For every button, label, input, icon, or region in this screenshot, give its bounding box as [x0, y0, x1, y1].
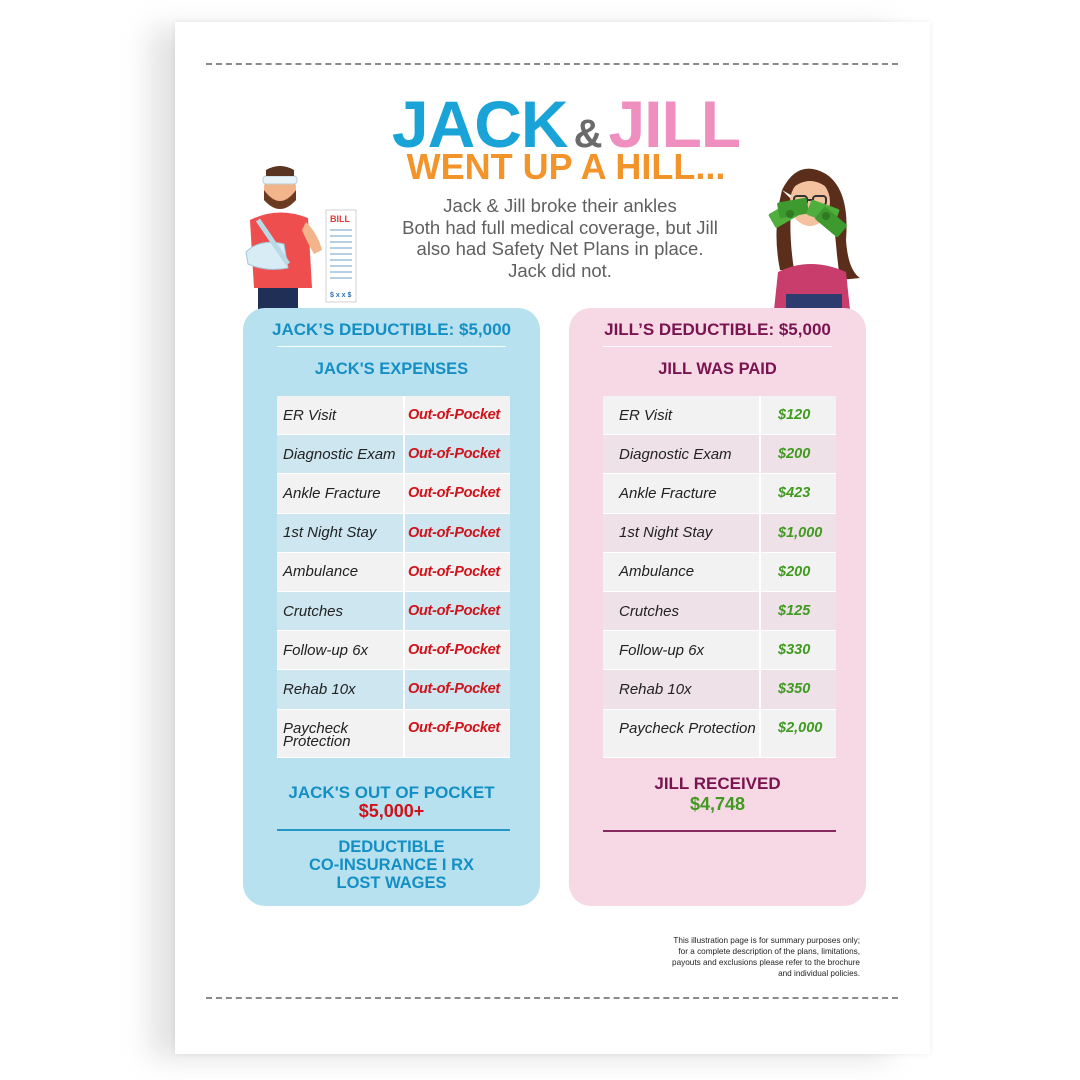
title-jack: JACK — [391, 87, 568, 161]
jill-deductible: JILL’S DEDUCTIBLE: $5,000 — [604, 320, 831, 339]
intro-line: also had Safety Net Plans in place. — [416, 238, 704, 259]
table-row — [277, 670, 510, 709]
jill-header-rule — [603, 346, 832, 347]
expense-label: Diagnostic Exam — [277, 435, 405, 473]
expense-label: Rehab 10x — [277, 670, 405, 708]
jack-header-rule — [277, 346, 506, 347]
paid-amount: $200 — [778, 563, 811, 580]
bill-paper — [326, 210, 356, 302]
paid-amount: $200 — [778, 446, 811, 463]
jack-injured-illustration — [236, 160, 366, 310]
expense-status: Out-of-Pocket — [408, 407, 500, 424]
jill-total-label: JILL RECEIVED — [654, 774, 781, 793]
expense-label: Rehab 10x — [603, 670, 761, 708]
bottom-dashed-divider — [206, 997, 898, 999]
expense-status: Out-of-Pocket — [408, 719, 500, 736]
jack-cost-notes — [243, 838, 540, 892]
expense-label: Ankle Fracture — [603, 474, 761, 512]
table-row — [277, 592, 510, 631]
table-row — [603, 670, 836, 709]
expense-label: Crutches — [277, 592, 405, 630]
expense-label: Ankle Fracture — [277, 474, 405, 512]
note-line: CO-INSURANCE I RX — [308, 856, 474, 874]
expense-status: Out-of-Pocket — [408, 485, 500, 502]
jill-panel — [569, 308, 866, 906]
note-line: LOST WAGES — [336, 874, 447, 892]
table-row — [603, 710, 836, 758]
expense-label: Ambulance — [603, 553, 761, 591]
jack-total-label: JACK'S OUT OF POCKET — [288, 783, 495, 802]
disclaimer-line: for a complete description of the plans, limitations, — [678, 947, 860, 956]
bill-amount: $ x x $ — [330, 292, 352, 299]
expense-status: Out-of-Pocket — [408, 563, 500, 580]
expense-status: Out-of-Pocket — [408, 681, 500, 698]
table-row — [603, 474, 836, 513]
table-row — [603, 514, 836, 553]
disclaimer-line: payouts and exclusions please refer to the brochure — [672, 958, 860, 967]
top-dashed-divider — [206, 63, 898, 65]
expense-status: Out-of-Pocket — [408, 642, 500, 659]
table-row — [277, 631, 510, 670]
expense-label: Crutches — [603, 592, 761, 630]
table-row — [277, 710, 510, 758]
paid-amount: $2,000 — [778, 719, 823, 736]
jill-paid-table — [603, 396, 836, 758]
table-row — [277, 474, 510, 513]
expense-label: Ambulance — [277, 553, 405, 591]
disclaimer-line: and individual policies. — [778, 969, 860, 978]
table-row — [277, 396, 510, 435]
paid-amount: $330 — [778, 642, 811, 659]
jill-money-illustration — [760, 160, 872, 310]
expense-label: Follow-up 6x — [277, 631, 405, 669]
expense-label: ER Visit — [277, 396, 405, 434]
intro-line: Jack did not. — [508, 259, 612, 281]
page-subtitle: WENT UP A HILL... — [406, 146, 726, 187]
paid-amount: $350 — [778, 681, 811, 698]
expense-label: Follow-up 6x — [603, 631, 761, 669]
jack-panel — [243, 308, 540, 906]
jack-footer-rule — [277, 829, 510, 831]
expense-label: Diagnostic Exam — [603, 435, 761, 473]
expense-label: Paycheck Protection — [277, 710, 405, 757]
table-row — [603, 553, 836, 592]
table-row — [603, 396, 836, 435]
expense-label: Paycheck Protection — [603, 710, 761, 757]
expense-label: ER Visit — [603, 396, 761, 434]
title-ampersand: & — [573, 112, 603, 156]
table-row — [603, 631, 836, 670]
table-row — [277, 553, 510, 592]
expense-label: 1st Night Stay — [277, 514, 405, 552]
bill-label: BILL — [330, 214, 350, 224]
jack-deductible: JACK’S DEDUCTIBLE: $5,000 — [271, 320, 511, 339]
disclaimer-line: This illustration page is for summary purposes only; — [673, 936, 860, 945]
table-row — [277, 435, 510, 474]
intro-text — [360, 195, 760, 281]
note-line: DEDUCTIBLE — [338, 838, 445, 856]
intro-line: Jack & Jill broke their ankles — [443, 195, 677, 216]
jill-footer-rule — [603, 830, 836, 832]
disclaimer-text — [600, 935, 860, 979]
expense-label: 1st Night Stay — [603, 514, 761, 552]
expense-status: Out-of-Pocket — [408, 524, 500, 541]
expense-status: Out-of-Pocket — [408, 603, 500, 620]
expense-status: Out-of-Pocket — [408, 446, 500, 463]
jack-total-value: $5,000+ — [358, 801, 425, 821]
paid-amount: $1,000 — [778, 524, 823, 541]
title-jill: JILL — [608, 87, 741, 161]
table-row — [277, 514, 510, 553]
paid-amount: $423 — [778, 485, 811, 502]
paid-amount: $125 — [778, 603, 811, 620]
paid-amount: $120 — [778, 407, 811, 424]
jill-total-value: $4,748 — [689, 794, 746, 814]
table-row — [603, 592, 836, 631]
intro-line: Both had full medical coverage, but Jill — [402, 216, 718, 238]
table-row — [603, 435, 836, 474]
jill-paid-heading: JILL WAS PAID — [658, 360, 777, 378]
jack-expenses-table — [277, 396, 510, 758]
jack-expenses-heading: JACK'S EXPENSES — [314, 360, 469, 378]
